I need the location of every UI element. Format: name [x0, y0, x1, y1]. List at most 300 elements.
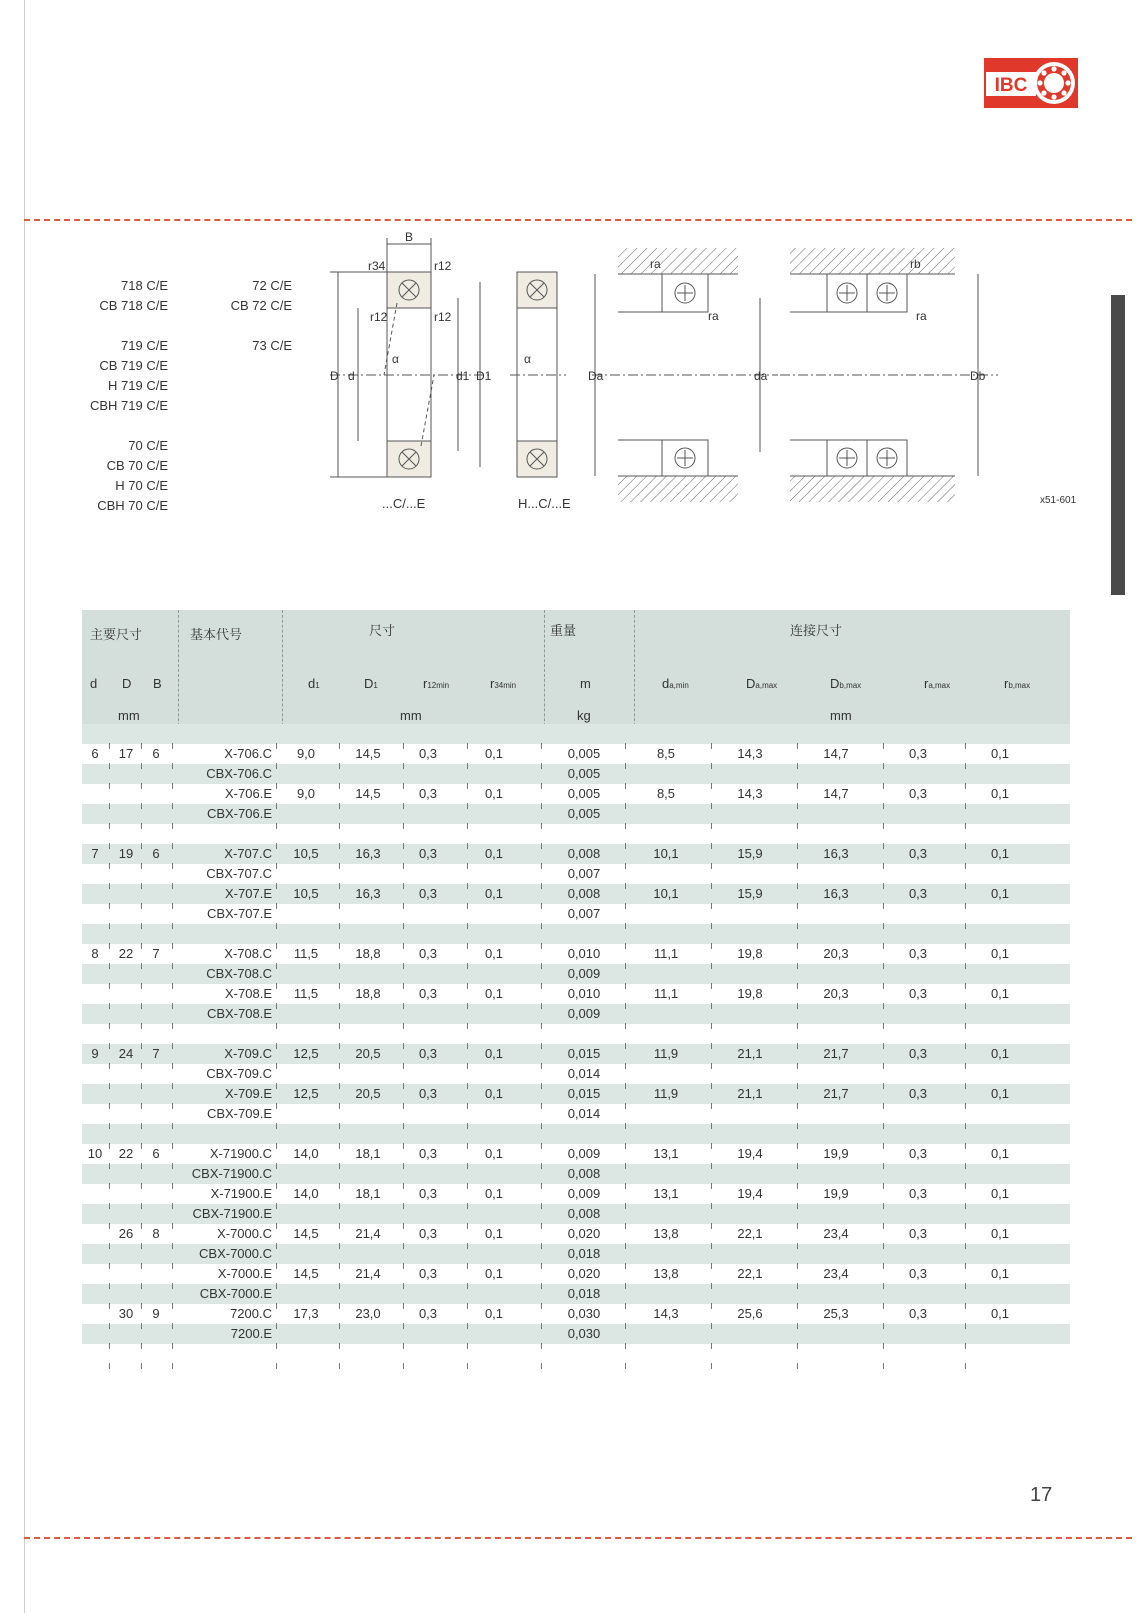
column-tick	[541, 1183, 542, 1189]
cell-rb: 0,1	[990, 786, 1010, 801]
column-tick	[965, 903, 966, 909]
column-tick	[276, 903, 277, 909]
column-tick	[339, 1303, 340, 1309]
cell-des: X-709.C	[224, 1046, 272, 1061]
cell-des: CBX-709.E	[206, 1106, 272, 1121]
cell-m: 0,010	[567, 986, 601, 1001]
cell-B: 9	[152, 1306, 160, 1321]
column-tick	[276, 1343, 277, 1349]
column-tick	[711, 1083, 712, 1089]
svg-text:ra: ra	[650, 257, 661, 271]
cell-D1: 18,1	[355, 1146, 381, 1161]
column-tick	[141, 923, 142, 929]
column-tick	[276, 1023, 277, 1029]
cell-d: 8	[91, 946, 99, 961]
column-tick	[141, 843, 142, 849]
column-tick	[141, 1283, 142, 1289]
column-tick	[797, 963, 798, 969]
column-tick	[625, 1143, 626, 1149]
column-tick	[711, 1063, 712, 1069]
column-tick	[883, 863, 884, 869]
column-tick	[467, 1023, 468, 1029]
cell-Db: 21,7	[823, 1046, 849, 1061]
series-left-item	[60, 316, 168, 336]
column-tick	[141, 743, 142, 749]
column-tick	[965, 763, 966, 769]
cell-des: CBX-706.E	[206, 806, 272, 821]
cell-Da: 22,1	[737, 1226, 763, 1241]
column-tick	[109, 1183, 110, 1189]
column-tick	[965, 1203, 966, 1209]
svg-text:ra: ra	[708, 309, 719, 323]
cell-m: 0,030	[567, 1326, 601, 1341]
cell-m: 0,009	[567, 1146, 601, 1161]
column-tick	[403, 923, 404, 929]
cell-da: 13,8	[653, 1266, 679, 1281]
column-tick	[467, 1303, 468, 1309]
cell-D1: 16,3	[355, 846, 381, 861]
column-tick	[141, 963, 142, 969]
column-tick	[965, 923, 966, 929]
cell-m: 0,014	[567, 1106, 601, 1121]
cell-r12: 0,3	[418, 1186, 438, 1201]
series-left-item: 719 C/E	[121, 338, 168, 353]
ibc-logo	[984, 58, 1078, 108]
cell-Db: 19,9	[823, 1146, 849, 1161]
column-tick	[403, 843, 404, 849]
column-tick	[403, 1163, 404, 1169]
column-tick	[403, 1343, 404, 1349]
column-tick	[711, 1263, 712, 1269]
col-rb: rb,max	[1004, 676, 1031, 691]
series-left-item: CBH 70 C/E	[97, 498, 168, 513]
column-tick	[141, 803, 142, 809]
column-tick	[109, 883, 110, 889]
column-tick	[965, 1123, 966, 1129]
column-tick	[625, 1363, 626, 1369]
cell-m: 0,005	[567, 766, 601, 781]
column-tick	[883, 923, 884, 929]
column-tick	[403, 823, 404, 829]
column-tick	[883, 1143, 884, 1149]
svg-text:Da: Da	[588, 369, 604, 383]
column-tick	[141, 1163, 142, 1169]
column-tick	[965, 1263, 966, 1269]
column-tick	[883, 1203, 884, 1209]
column-tick	[965, 863, 966, 869]
cell-ra: 0,3	[908, 946, 928, 961]
column-tick	[541, 1103, 542, 1109]
column-tick	[403, 1103, 404, 1109]
column-tick	[172, 783, 173, 789]
column-tick	[339, 1063, 340, 1069]
cell-da: 11,1	[653, 986, 679, 1001]
col-r12: r12min	[423, 676, 450, 691]
column-tick	[339, 903, 340, 909]
column-tick	[883, 1243, 884, 1249]
cell-r34: 0,1	[484, 1146, 504, 1161]
column-tick	[541, 1323, 542, 1329]
column-tick	[172, 1123, 173, 1129]
svg-text:r12: r12	[370, 310, 388, 324]
column-tick	[625, 1043, 626, 1049]
cell-r12: 0,3	[418, 886, 438, 901]
column-tick	[403, 883, 404, 889]
column-tick	[467, 1183, 468, 1189]
column-tick	[467, 963, 468, 969]
cell-rb: 0,1	[990, 1306, 1010, 1321]
column-tick	[276, 1243, 277, 1249]
bearing-cross-section-diagram	[330, 230, 1110, 522]
cell-da: 10,1	[653, 886, 679, 901]
cell-r12: 0,3	[418, 946, 438, 961]
column-tick	[625, 1003, 626, 1009]
column-tick	[403, 1083, 404, 1089]
top-dashed-rule	[24, 219, 1132, 221]
column-tick	[403, 943, 404, 949]
column-tick	[172, 1003, 173, 1009]
column-tick	[109, 843, 110, 849]
cell-r34: 0,1	[484, 886, 504, 901]
column-tick	[467, 1123, 468, 1129]
column-tick	[965, 1303, 966, 1309]
cell-m: 0,009	[567, 966, 601, 981]
cell-D1: 14,5	[355, 746, 381, 761]
column-tick	[965, 1183, 966, 1189]
column-tick	[276, 963, 277, 969]
figure-caption-standard: ...C/...E	[382, 496, 426, 511]
cell-da: 8,5	[656, 746, 676, 761]
column-tick	[625, 863, 626, 869]
column-tick	[172, 1143, 173, 1149]
cell-ra: 0,3	[908, 1226, 928, 1241]
column-tick	[276, 823, 277, 829]
cell-r12: 0,3	[418, 1266, 438, 1281]
column-tick	[467, 1063, 468, 1069]
cell-m: 0,005	[567, 806, 601, 821]
column-tick	[797, 1063, 798, 1069]
column-tick	[883, 1163, 884, 1169]
series-left-item: CB 70 C/E	[106, 458, 168, 473]
column-tick	[625, 1343, 626, 1349]
row-band	[82, 924, 1070, 944]
column-tick	[276, 1203, 277, 1209]
cell-des: CBX-71900.E	[192, 1206, 272, 1221]
cell-des: X-7000.C	[217, 1226, 272, 1241]
cell-des: X-707.C	[224, 846, 272, 861]
cell-d: 10	[87, 1146, 103, 1161]
column-tick	[172, 1223, 173, 1229]
cell-r34: 0,1	[484, 1186, 504, 1201]
column-tick	[883, 1263, 884, 1269]
column-tick	[965, 1103, 966, 1109]
cell-m: 0,015	[567, 1046, 601, 1061]
column-tick	[711, 823, 712, 829]
column-tick	[141, 1343, 142, 1349]
cell-rb: 0,1	[990, 1046, 1010, 1061]
cell-Da: 22,1	[737, 1266, 763, 1281]
svg-text:Db: Db	[970, 369, 986, 383]
column-tick	[339, 803, 340, 809]
column-tick	[711, 903, 712, 909]
column-tick	[109, 1263, 110, 1269]
cell-r34: 0,1	[484, 1226, 504, 1241]
column-tick	[711, 843, 712, 849]
cell-ra: 0,3	[908, 986, 928, 1001]
column-tick	[109, 983, 110, 989]
column-tick	[797, 883, 798, 889]
column-tick	[141, 1323, 142, 1329]
column-tick	[625, 1323, 626, 1329]
column-tick	[141, 1083, 142, 1089]
column-tick	[541, 1243, 542, 1249]
group-abutment: 连接尺寸	[790, 623, 843, 638]
column-tick	[276, 923, 277, 929]
column-tick	[883, 843, 884, 849]
cell-des: CBX-7000.E	[199, 1286, 272, 1301]
column-tick	[883, 883, 884, 889]
column-tick	[965, 1323, 966, 1329]
cell-m: 0,015	[567, 1086, 601, 1101]
cell-da: 11,9	[653, 1046, 679, 1061]
figure-caption-h-series: H...C/...E	[518, 496, 571, 511]
cell-des: X-706.C	[224, 746, 272, 761]
column-tick	[172, 883, 173, 889]
column-tick	[883, 1063, 884, 1069]
column-tick	[339, 743, 340, 749]
column-tick	[276, 1163, 277, 1169]
column-tick	[883, 1283, 884, 1289]
column-tick	[883, 823, 884, 829]
column-tick	[339, 763, 340, 769]
column-tick	[797, 803, 798, 809]
cell-Db: 14,7	[823, 746, 849, 761]
column-tick	[541, 1003, 542, 1009]
cell-r34: 0,1	[484, 1046, 504, 1061]
bottom-dashed-rule	[24, 1537, 1132, 1539]
col-m: m	[580, 676, 591, 691]
column-tick	[467, 823, 468, 829]
column-tick	[339, 923, 340, 929]
column-tick	[172, 1043, 173, 1049]
cell-des: CBX-706.C	[206, 766, 272, 781]
series-left-item: 70 C/E	[128, 438, 168, 453]
cell-d1: 14,5	[293, 1226, 319, 1241]
column-tick	[141, 883, 142, 889]
column-tick	[965, 963, 966, 969]
column-tick	[541, 1223, 542, 1229]
column-tick	[109, 763, 110, 769]
col-da: da,min	[662, 676, 689, 691]
column-tick	[965, 1363, 966, 1369]
cell-des: X-709.E	[225, 1086, 272, 1101]
cell-des: CBX-71900.C	[191, 1166, 272, 1181]
column-tick	[403, 1063, 404, 1069]
series-list-left	[60, 276, 168, 516]
column-tick	[276, 1323, 277, 1329]
column-tick	[625, 943, 626, 949]
column-tick	[172, 1203, 173, 1209]
column-tick	[541, 1083, 542, 1089]
column-tick	[339, 1363, 340, 1369]
cell-D: 19	[118, 846, 134, 861]
cell-r34: 0,1	[484, 1306, 504, 1321]
column-tick	[625, 1263, 626, 1269]
column-tick	[339, 863, 340, 869]
cell-Db: 25,3	[823, 1306, 849, 1321]
cell-r34: 0,1	[484, 986, 504, 1001]
column-tick	[965, 983, 966, 989]
column-tick	[276, 1263, 277, 1269]
cell-Da: 25,6	[737, 1306, 763, 1321]
column-tick	[541, 1283, 542, 1289]
column-tick	[883, 983, 884, 989]
column-tick	[541, 763, 542, 769]
series-left-item: CB 718 C/E	[99, 298, 168, 313]
column-tick	[625, 803, 626, 809]
column-tick	[965, 1143, 966, 1149]
cell-r12: 0,3	[418, 746, 438, 761]
column-tick	[541, 923, 542, 929]
column-tick	[109, 1363, 110, 1369]
cell-ra: 0,3	[908, 786, 928, 801]
series-left-item	[60, 416, 168, 436]
column-tick	[276, 1363, 277, 1369]
column-tick	[467, 1143, 468, 1149]
column-tick	[541, 1123, 542, 1129]
cell-des: 7200.E	[230, 1326, 272, 1341]
column-tick	[172, 863, 173, 869]
page-number: 17	[1030, 1484, 1053, 1506]
group-dimensions: 尺寸	[369, 623, 396, 638]
column-tick	[965, 843, 966, 849]
column-tick	[541, 1063, 542, 1069]
cell-d: 7	[91, 846, 99, 861]
column-tick	[711, 1363, 712, 1369]
column-tick	[797, 843, 798, 849]
column-tick	[109, 1063, 110, 1069]
column-tick	[339, 983, 340, 989]
column-tick	[276, 1063, 277, 1069]
column-tick	[965, 803, 966, 809]
left-margin-rule	[24, 0, 25, 1613]
column-tick	[797, 763, 798, 769]
column-tick	[797, 863, 798, 869]
column-tick	[403, 903, 404, 909]
cell-D1: 18,8	[355, 986, 381, 1001]
column-tick	[625, 1303, 626, 1309]
column-tick	[109, 743, 110, 749]
cell-Da: 19,4	[737, 1146, 763, 1161]
unit-main-mm: mm	[118, 708, 140, 723]
column-tick	[965, 1343, 966, 1349]
series-left-item: 718 C/E	[121, 278, 168, 293]
column-tick	[797, 943, 798, 949]
column-tick	[883, 1343, 884, 1349]
cell-ra: 0,3	[908, 886, 928, 901]
column-tick	[467, 1223, 468, 1229]
series-right-item: CB 72 C/E	[230, 298, 292, 313]
cell-B: 6	[152, 846, 160, 861]
column-tick	[172, 803, 173, 809]
unit-abutment-mm: mm	[830, 708, 852, 723]
cell-d1: 11,5	[293, 946, 319, 961]
column-tick	[172, 1303, 173, 1309]
column-tick	[141, 1183, 142, 1189]
column-tick	[625, 1163, 626, 1169]
column-tick	[467, 1243, 468, 1249]
column-tick	[467, 903, 468, 909]
cell-rb: 0,1	[990, 946, 1010, 961]
series-right-item	[210, 316, 292, 336]
column-tick	[625, 843, 626, 849]
column-tick	[403, 803, 404, 809]
column-tick	[965, 743, 966, 749]
cell-Da: 19,4	[737, 1186, 763, 1201]
cell-des: CBX-708.E	[206, 1006, 272, 1021]
column-tick	[711, 883, 712, 889]
column-tick	[109, 1223, 110, 1229]
column-tick	[339, 783, 340, 789]
column-tick	[403, 1023, 404, 1029]
column-tick	[797, 783, 798, 789]
cell-B: 6	[152, 746, 160, 761]
cell-des: 7200.C	[230, 1306, 272, 1321]
cell-d1: 11,5	[293, 986, 319, 1001]
cell-D: 24	[118, 1046, 134, 1061]
cell-Db: 20,3	[823, 946, 849, 961]
column-tick	[965, 1023, 966, 1029]
cell-Db: 23,4	[823, 1266, 849, 1281]
column-tick	[109, 1143, 110, 1149]
column-tick	[467, 783, 468, 789]
cell-da: 8,5	[656, 786, 676, 801]
column-tick	[467, 1363, 468, 1369]
cell-rb: 0,1	[990, 1266, 1010, 1281]
column-tick	[541, 963, 542, 969]
column-tick	[109, 1203, 110, 1209]
column-tick	[883, 1223, 884, 1229]
column-tick	[141, 1103, 142, 1109]
series-left-item: CB 719 C/E	[99, 358, 168, 373]
column-tick	[276, 863, 277, 869]
column-tick	[403, 1303, 404, 1309]
column-tick	[109, 963, 110, 969]
cell-da: 11,1	[653, 946, 679, 961]
cell-Db: 14,7	[823, 786, 849, 801]
column-tick	[467, 1083, 468, 1089]
column-tick	[711, 1243, 712, 1249]
section-tab-marker	[1111, 295, 1125, 595]
col-B: B	[153, 676, 162, 691]
cell-r34: 0,1	[484, 746, 504, 761]
column-tick	[141, 1143, 142, 1149]
column-tick	[339, 1043, 340, 1049]
column-tick	[965, 1043, 966, 1049]
col-D: D	[122, 676, 132, 691]
column-tick	[467, 1043, 468, 1049]
svg-text:α: α	[392, 352, 399, 366]
column-tick	[172, 843, 173, 849]
column-tick	[711, 783, 712, 789]
cell-m: 0,007	[567, 906, 601, 921]
col-d: d	[90, 676, 98, 691]
column-tick	[883, 1083, 884, 1089]
cell-D1: 14,5	[355, 786, 381, 801]
cell-des: CBX-707.C	[206, 866, 272, 881]
column-tick	[797, 743, 798, 749]
column-tick	[276, 843, 277, 849]
